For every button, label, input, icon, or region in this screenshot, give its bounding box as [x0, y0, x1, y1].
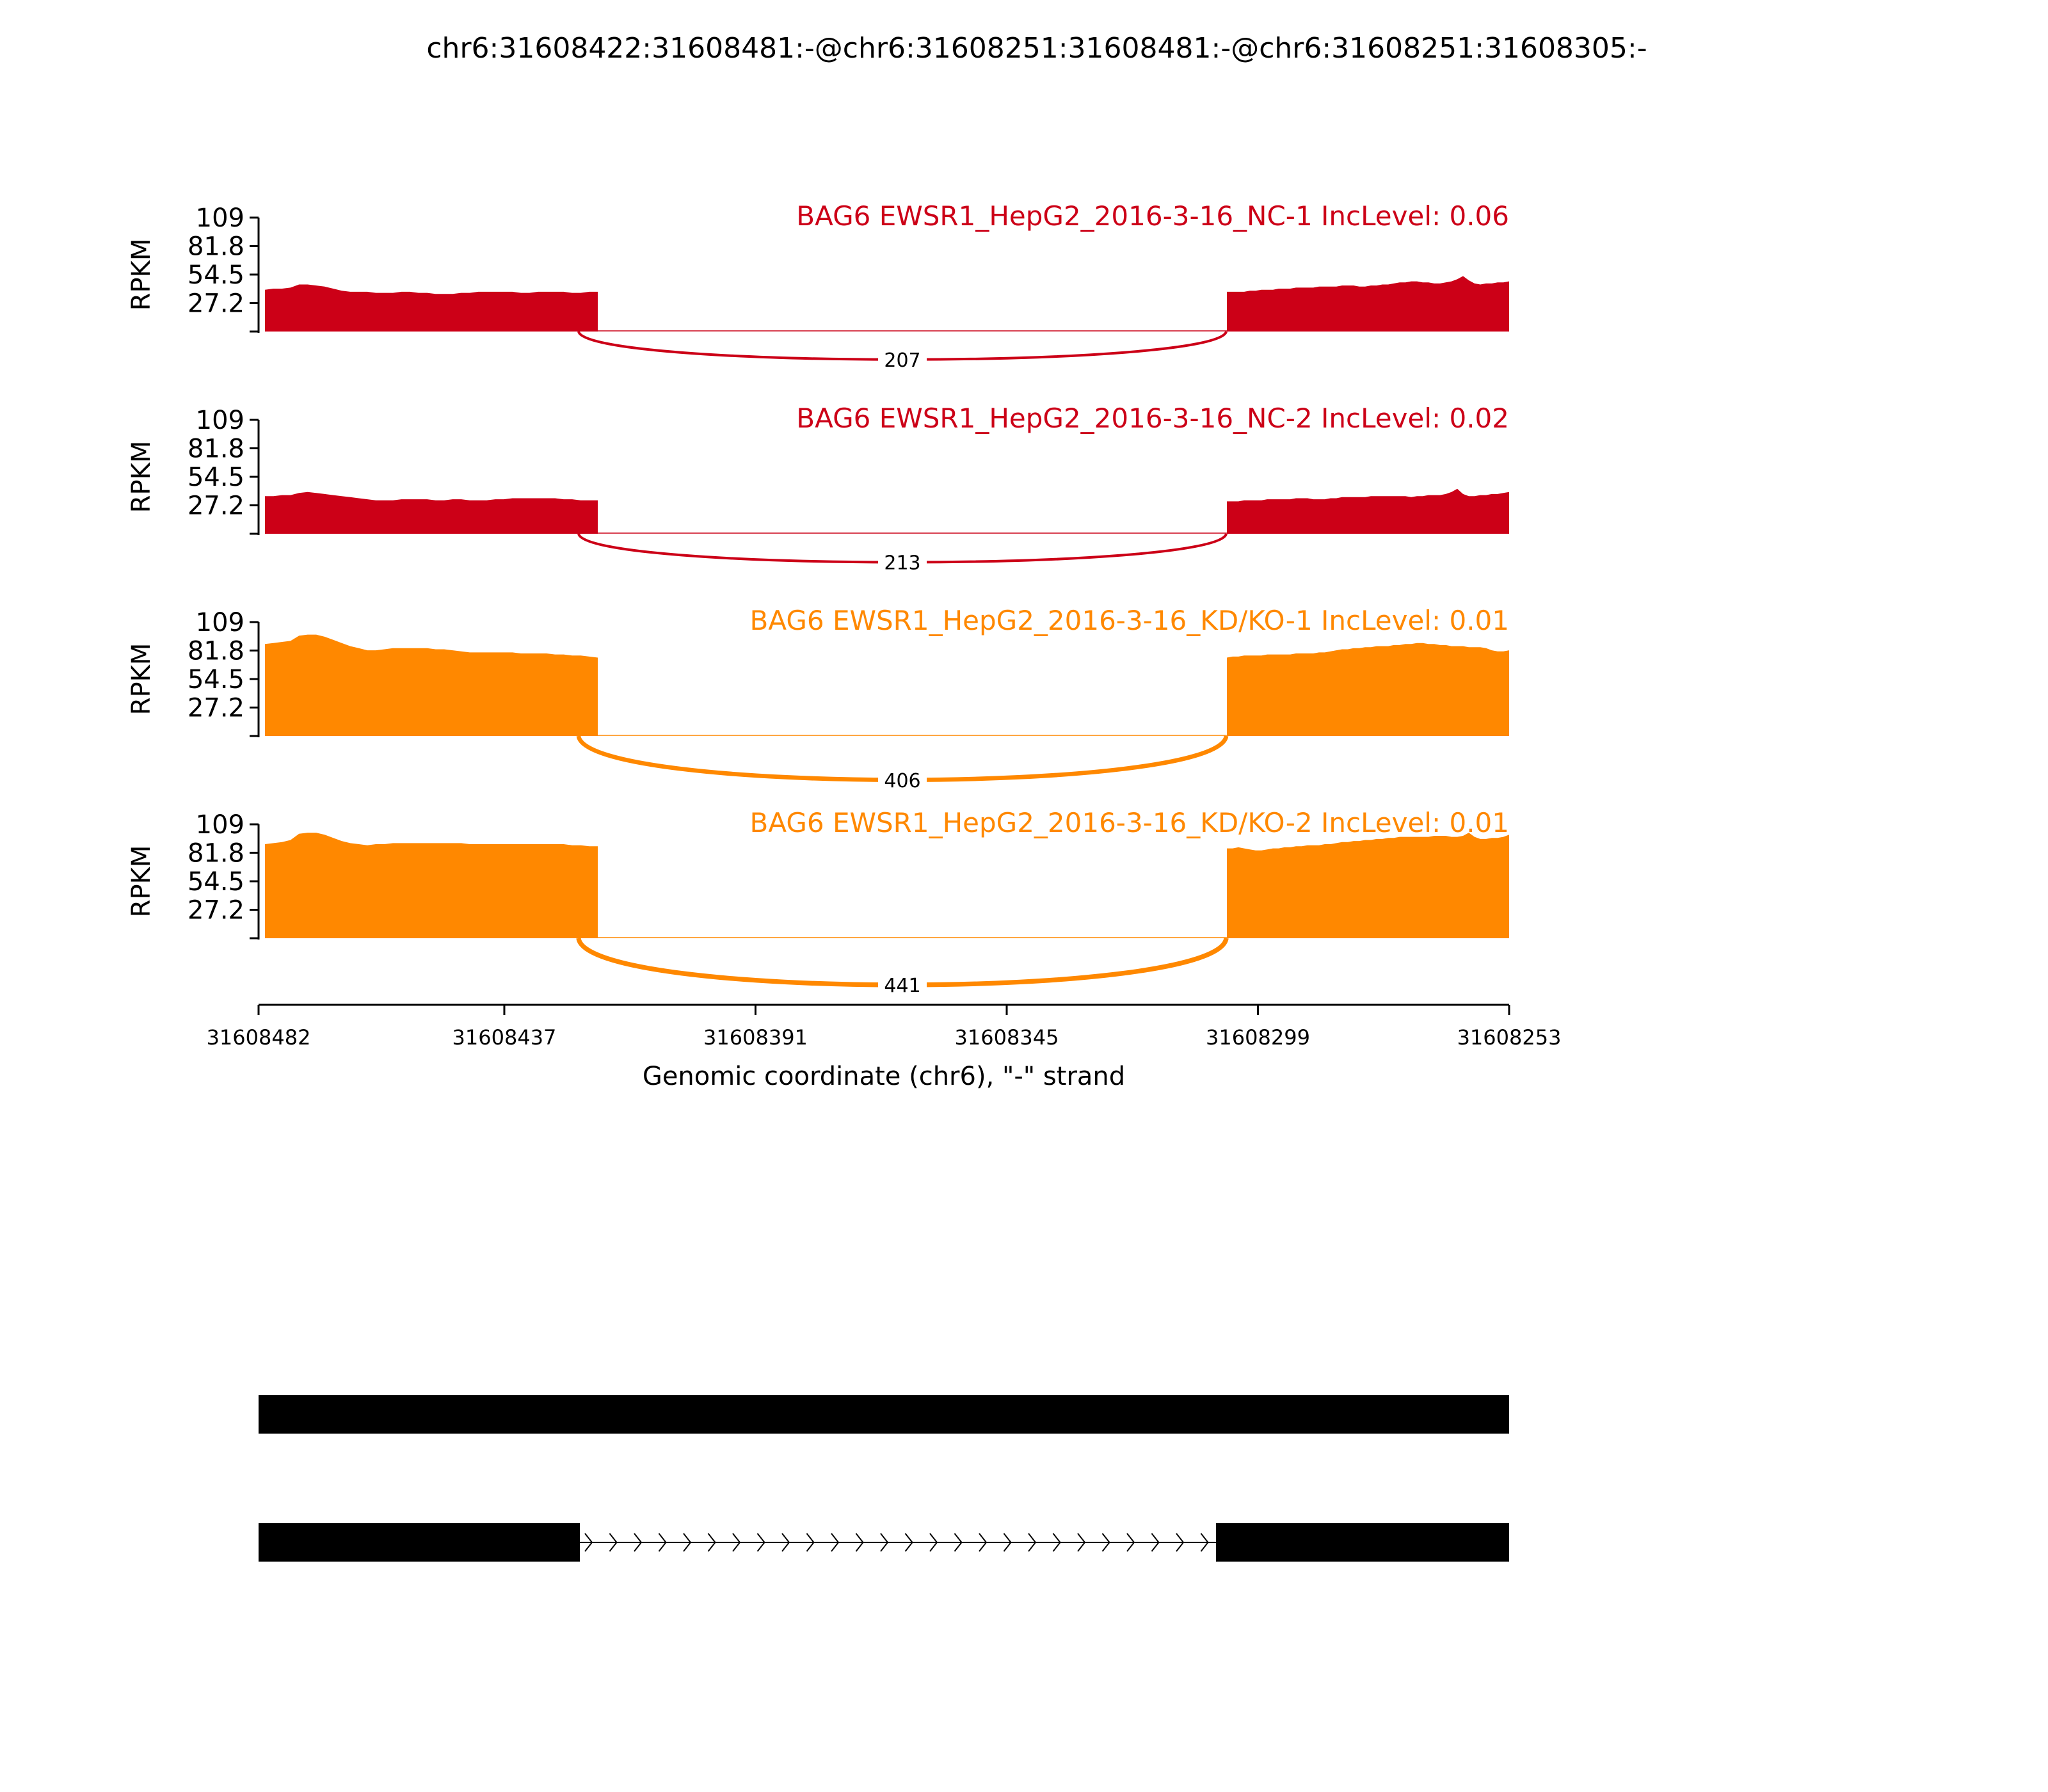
track-4 — [127, 807, 1509, 999]
junction-count: 441 — [884, 975, 921, 998]
y-tick-label: 81.8 — [187, 636, 244, 666]
y-tick-label: 27.2 — [187, 491, 244, 521]
x-axis-label: Genomic coordinate (chr6), "-" strand — [642, 1062, 1126, 1091]
y-tick-label: 81.8 — [187, 838, 244, 868]
coverage-left-exon — [265, 285, 598, 332]
x-tick-label: 31608482 — [206, 1025, 311, 1050]
track-3 — [127, 605, 1509, 794]
y-tick-label: 54.5 — [187, 665, 244, 694]
x-tick-label: 31608299 — [1206, 1025, 1310, 1050]
y-tick-label: 27.2 — [187, 289, 244, 319]
x-ticks — [207, 1005, 1562, 1050]
y-tick-label: 54.5 — [187, 463, 244, 492]
coverage-left-exon — [265, 635, 598, 736]
track-2 — [127, 403, 1509, 577]
y-axis-label: RPKM — [127, 643, 156, 716]
y-tick-label: 109 — [195, 406, 244, 435]
transcript-exon-inclusion — [259, 1395, 1509, 1434]
track-label: BAG6 EWSR1_HepG2_2016-3-16_KD/KO-2 IncLevel: 0.01 — [749, 807, 1509, 838]
x-tick-label: 31608391 — [703, 1025, 808, 1050]
y-tick-label: 81.8 — [187, 434, 244, 464]
track-1 — [127, 200, 1509, 374]
gene-models — [259, 1395, 1509, 1562]
y-axis-label: RPKM — [127, 238, 156, 311]
junction-count: 406 — [884, 769, 921, 792]
y-tick-label: 54.5 — [187, 867, 244, 897]
coverage-right-exon — [1227, 276, 1509, 332]
y-axis-label: RPKM — [127, 845, 156, 918]
coverage-left-exon — [265, 492, 598, 534]
y-tick-label: 54.5 — [187, 260, 244, 290]
x-tick-label: 31608345 — [954, 1025, 1059, 1050]
y-tick-label: 109 — [195, 608, 244, 637]
x-axis — [207, 1005, 1562, 1091]
track-label: BAG6 EWSR1_HepG2_2016-3-16_NC-1 IncLevel: 0.06 — [796, 200, 1509, 232]
y-tick-label: 27.2 — [187, 895, 244, 925]
chart-title: chr6:31608422:31608481:-@chr6:31608251:31608481:-@chr6:31608251:31608305:- — [426, 32, 1647, 65]
y-axis-label: RPKM — [127, 440, 156, 513]
junction-count: 207 — [884, 349, 921, 372]
y-tick-label: 27.2 — [187, 693, 244, 723]
y-tick-label: 109 — [195, 810, 244, 840]
x-tick-label: 31608437 — [452, 1025, 557, 1050]
x-tick-label: 31608253 — [1457, 1025, 1562, 1050]
transcript-exon-right — [1216, 1523, 1509, 1562]
coverage-right-exon — [1227, 489, 1509, 534]
coverage-tracks — [127, 200, 1509, 999]
junction-count: 213 — [884, 552, 921, 575]
track-label: BAG6 EWSR1_HepG2_2016-3-16_KD/KO-1 IncLevel: 0.01 — [749, 605, 1509, 636]
coverage-right-exon — [1227, 643, 1509, 736]
y-tick-label: 81.8 — [187, 232, 244, 262]
transcript-exon-left — [259, 1523, 580, 1562]
y-tick-label: 109 — [195, 204, 244, 233]
coverage-right-exon — [1227, 833, 1509, 938]
coverage-left-exon — [265, 833, 598, 938]
track-label: BAG6 EWSR1_HepG2_2016-3-16_NC-2 IncLevel: 0.02 — [796, 403, 1509, 434]
